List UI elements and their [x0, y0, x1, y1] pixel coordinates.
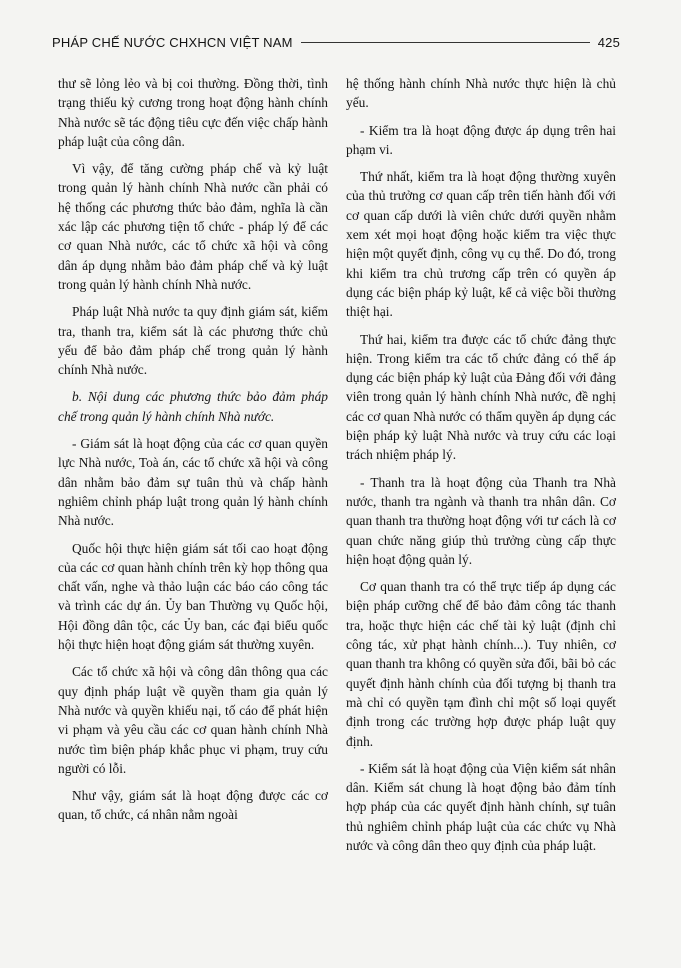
running-header [52, 32, 620, 52]
paragraph: Pháp luật Nhà nước ta quy định giám sát, kiểm tra, thanh tra, kiểm sát là các phương thức chủ yếu để bảo đảm pháp chế trong quản lý hành chính Nhà nước. [58, 304, 328, 378]
paragraph: - Kiểm sát là hoạt động của Viện kiểm sát nhân dân. Kiểm sát chung là hoạt động bảo đảm tính hợp pháp của các quyết định hành chính, sự tuân thủ nghiêm chỉnh pháp luật của các chức vụ Nhà nước và công dân theo quy định của pháp luật. [346, 760, 616, 853]
left-column [58, 74, 328, 833]
paragraph: thư sẽ lỏng lẻo và bị coi thường. Đồng thời, tình trạng thiếu kỷ cương trong hoạt động hành chính Nhà nước sẽ tác động tiêu cực đến việc chấp hành pháp luật của công dân. [58, 76, 328, 149]
paragraph: - Kiểm tra là hoạt động được áp dụng trên hai phạm vi. [346, 122, 616, 157]
paragraph: hệ thống hành chính Nhà nước thực hiện là chủ yếu. [346, 76, 616, 111]
header-rule [301, 42, 590, 43]
right-column [346, 74, 616, 863]
paragraph: Thứ hai, kiểm tra được các tổ chức đảng thực hiện. Trong kiểm tra các tổ chức đảng có thể áp dụng các biện pháp kỷ luật của Đảng đối với đảng viên trong quản lý hành chính Nhà nước, đề nghị các cơ quan Nhà nước có thẩm quyền áp dụng các biện pháp kỷ luật Nhà nước và truy cứu các loại trách nhiệm pháp lý. [346, 331, 616, 463]
paragraph: Các tổ chức xã hội và công dân thông qua các quy định pháp luật về quyền tham gia quản lý Nhà nước và quyền khiếu nại, tố cáo để phát hiện vi phạm và yêu cầu các cơ quan hành chính Nhà nước tìm biện pháp khắc phục vi phạm, truy cứu người có lỗi. [58, 664, 328, 776]
paragraph: Thứ nhất, kiểm tra là hoạt động thường xuyên của thủ trưởng cơ quan cấp trên tiến hành đối với cơ quan cấp dưới là viên chức dưới quyền nhằm xem xét mọi hoạt động hoặc kiểm tra việc thực hiện một quyết định, công vụ cụ thể. Do đó, trong khi kiểm tra chủ trương cấp trên có quyền áp dụng các biện pháp kỷ luật, kể cả việc bồi thường thiệt hại. [346, 169, 616, 320]
paragraph: Vì vậy, để tăng cường pháp chế và kỷ luật trong quản lý hành chính Nhà nước cần phải có hệ thống các phương thức bảo đảm, nghĩa là cần xác lập các phương tiện tổ chức - pháp lý để các cơ quan Nhà nước, các tổ chức xã hội và công dân áp dụng nhằm bảo đảm pháp chế và kỷ luật trong quản lý hành chính Nhà nước. [58, 161, 328, 292]
header-title: PHÁP CHẾ NƯỚC CHXHCN VIỆT NAM [52, 34, 293, 50]
paragraph: - Giám sát là hoạt động của các cơ quan quyền lực Nhà nước, Toà án, các tổ chức xã hội và công dân nhằm bảo đảm sự tuân thủ và chấp hành nghiêm chỉnh pháp luật trong quản lý hành chính Nhà nước. [58, 436, 328, 529]
paragraph: - Thanh tra là hoạt động của Thanh tra Nhà nước, thanh tra ngành và thanh tra nhân dân. Cơ quan thanh tra thường hoạt động với tư cách là cơ quan chức năng giúp thủ trưởng cùng cấp thực hiện hoạt động quản lý. [346, 474, 616, 567]
section-heading [58, 387, 328, 426]
section-heading-text: b. Nội dung các phương thức bảo đảm pháp chế trong quản lý hành chính Nhà nước. [58, 389, 328, 424]
paragraph: Như vậy, giám sát là hoạt động được các cơ quan, tổ chức, cá nhân nằm ngoài [58, 788, 328, 823]
paragraph: Quốc hội thực hiện giám sát tối cao hoạt động của các cơ quan hành chính trên kỳ họp thông qua chất vấn, nghe và thảo luận các báo cáo công tác và trình các dự án. Ủy ban Thường vụ Quốc hội, Hội đồng dân tộc, các Ủy ban, các đại biểu quốc hội thực hiện hoạt động giám sát thường xuyên. [58, 540, 328, 653]
page-number: 425 [597, 34, 620, 50]
paragraph: Cơ quan thanh tra có thể trực tiếp áp dụng các biện pháp cưỡng chế để bảo đảm công tác thanh tra, hoặc thực hiện các chế tài kỷ luật (định chỉ công tác, xử phạt hành chính...). Tuy nhiên, cơ quan thanh tra không có quyền sửa đổi, bãi bỏ các quyết định hành chính của đối tượng bị thanh tra mà chỉ có quyền tạm đình chỉ một số loại quyết định trong các trường hợp được pháp luật quy định. [346, 579, 616, 749]
